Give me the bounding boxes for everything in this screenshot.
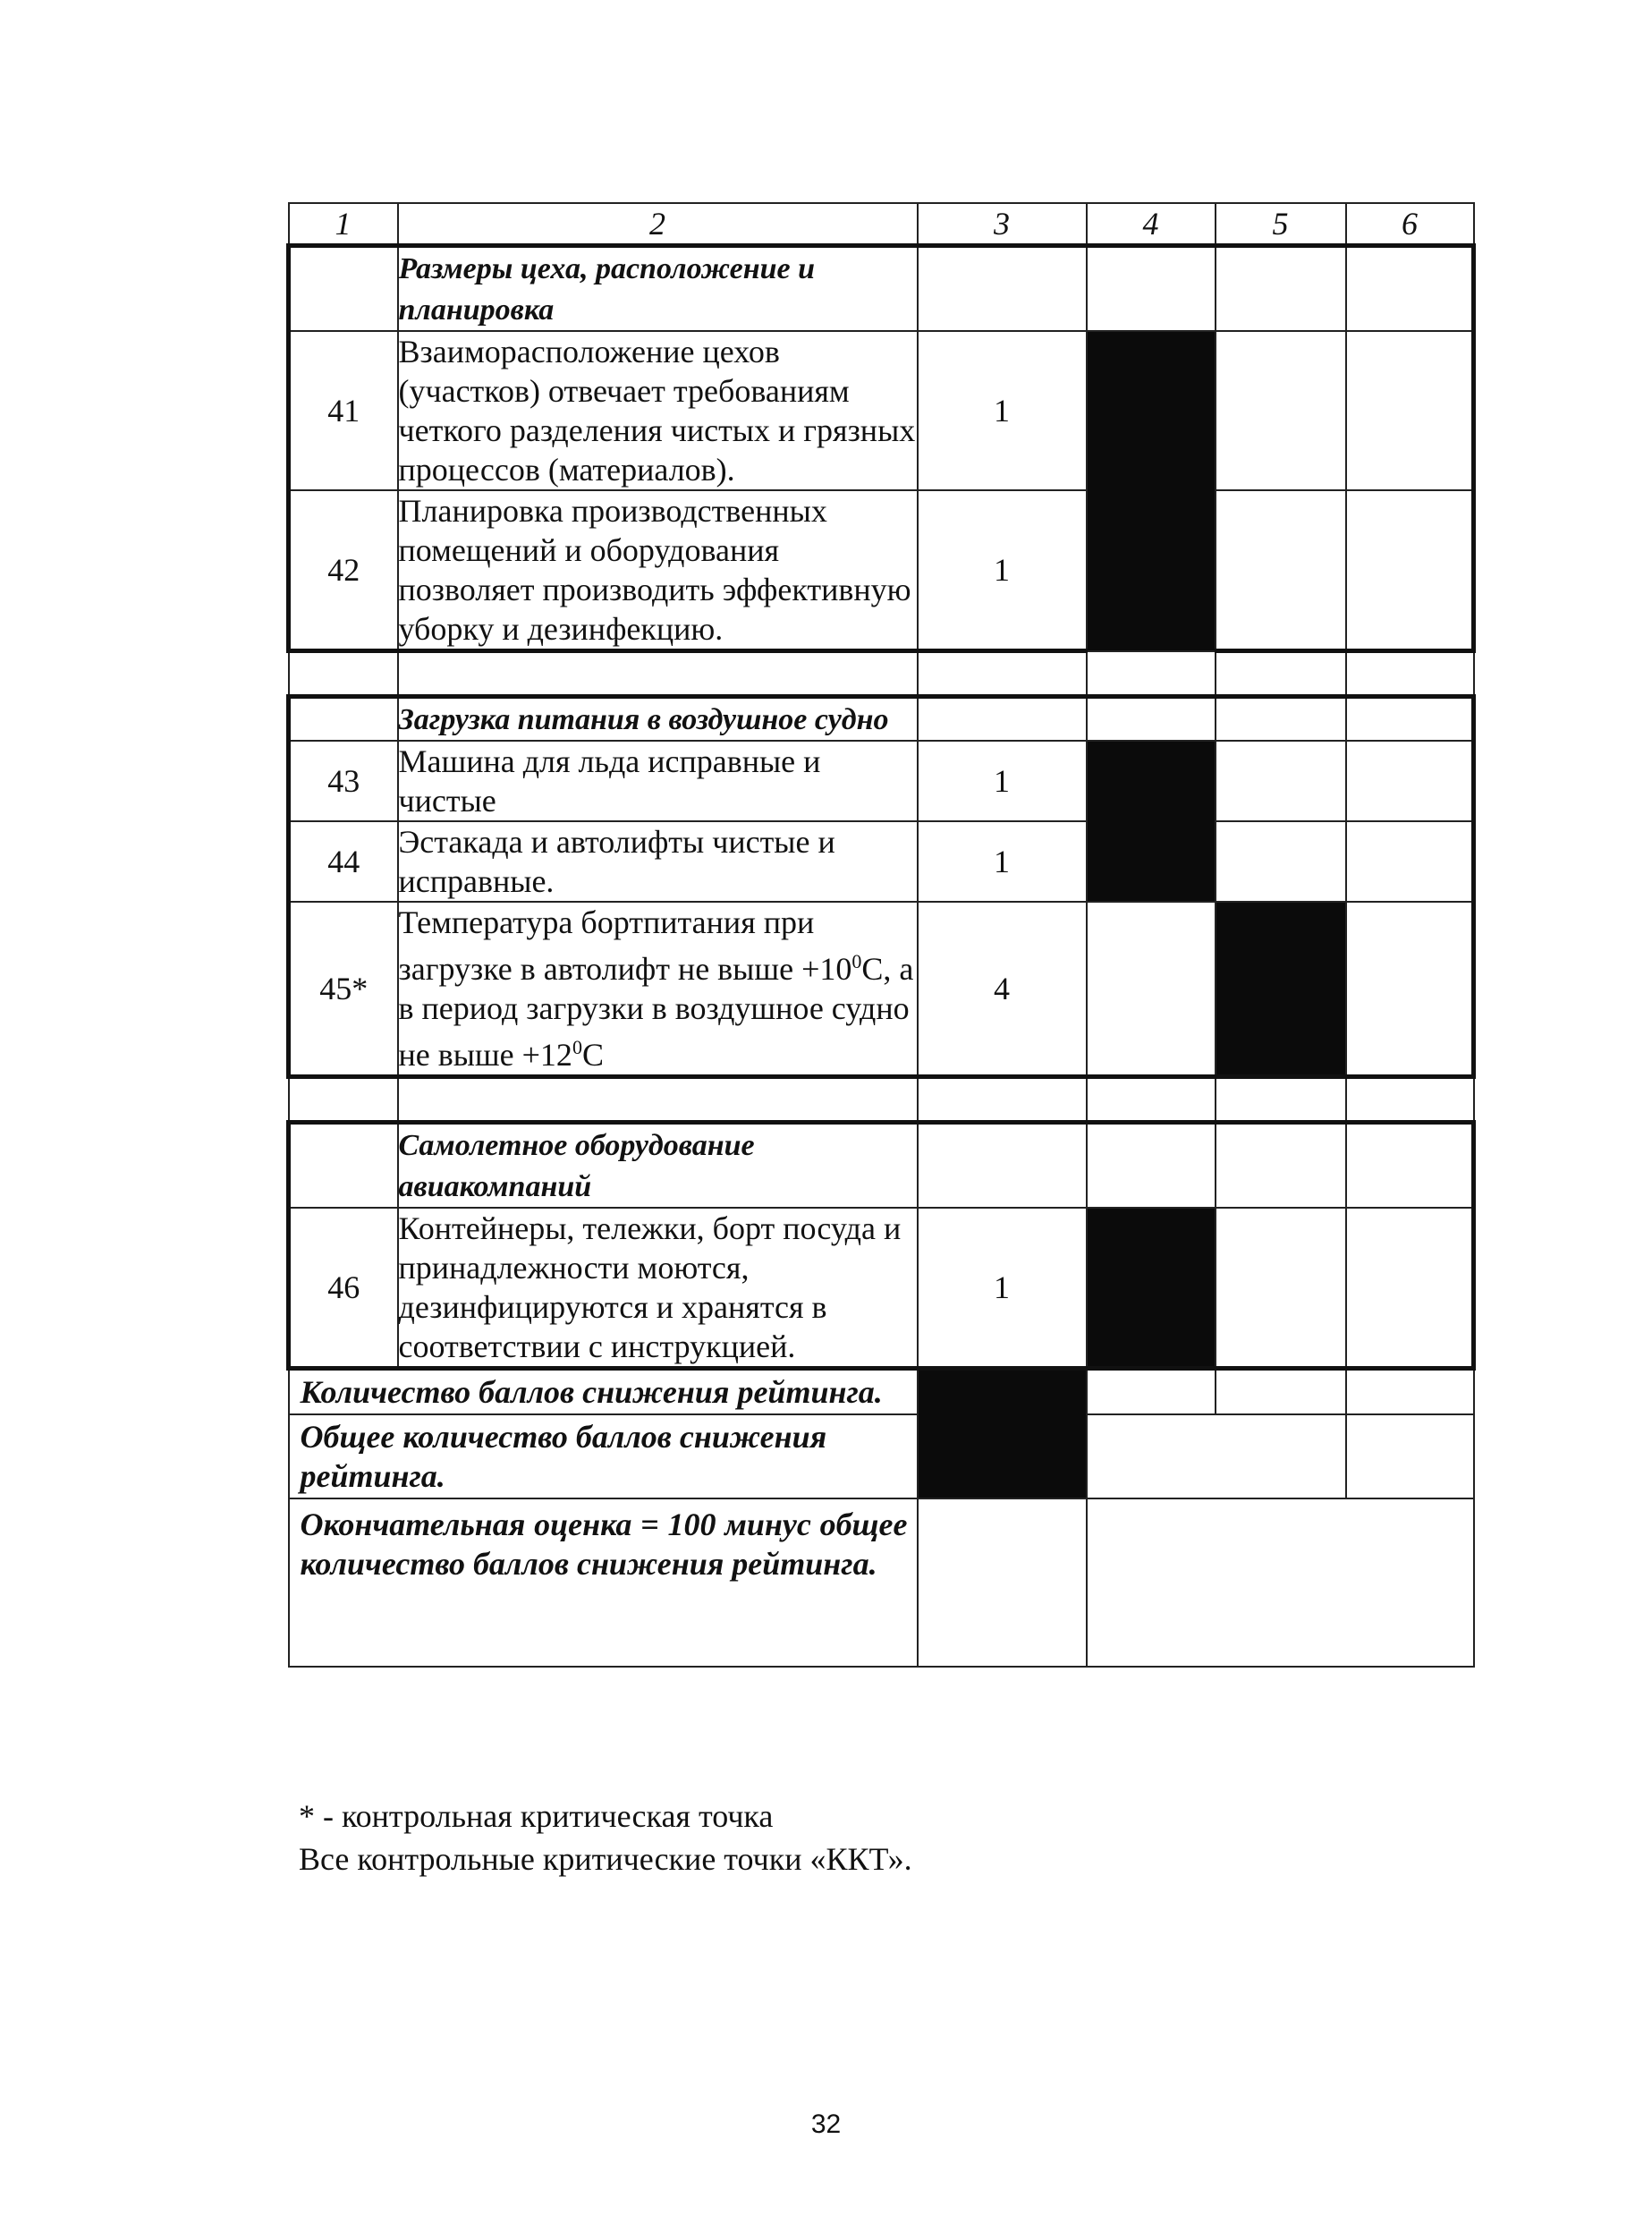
row-number: 43: [289, 741, 398, 821]
shaded-cell: [1087, 1208, 1216, 1369]
row-description-part: С, а в период загрузки в воздушное судно не выше +12: [398, 951, 914, 1073]
table-row: [289, 331, 1474, 490]
table-cell: [1346, 651, 1474, 697]
row-points: 1: [918, 741, 1087, 821]
column-header-6: 6: [1346, 203, 1474, 246]
table-cell: [1087, 1498, 1474, 1667]
table-cell: [918, 1077, 1087, 1123]
table-cell: [1216, 651, 1346, 697]
table-cell: [1087, 651, 1216, 697]
summary-row: [289, 1498, 1474, 1667]
table-cell: [1346, 697, 1474, 742]
table-cell: [918, 246, 1087, 332]
table-cell: [1216, 1208, 1346, 1369]
column-header-row: [289, 203, 1474, 246]
table-cell: [398, 1077, 918, 1123]
table-cell: [289, 651, 398, 697]
row-number: 41: [289, 331, 398, 490]
row-description: Эстакада и автолифты чистые и исправные.: [398, 821, 918, 902]
page-number: 32: [810, 2109, 842, 2139]
table-cell: [1216, 1369, 1346, 1415]
row-points: 1: [918, 490, 1087, 651]
summary-row: [289, 1369, 1474, 1415]
table-cell: [1087, 1414, 1346, 1498]
section-title-row: [289, 697, 1474, 742]
section-title-row: [289, 246, 1474, 332]
table-cell: [1346, 490, 1474, 651]
section-title-cell: [398, 246, 918, 332]
column-header-2: 2: [398, 203, 918, 246]
table-cell: [918, 697, 1087, 742]
row-number: 45*: [289, 902, 398, 1077]
table-cell: [1216, 697, 1346, 742]
degree-superscript: 0: [851, 950, 862, 972]
table-cell: [1346, 902, 1474, 1077]
shaded-cell: [1087, 741, 1216, 902]
section-title: Загрузка питания в воздушное судно: [398, 703, 889, 736]
section-title-cell: [398, 1123, 918, 1209]
table-row: [289, 821, 1474, 902]
summary-row: [289, 1414, 1474, 1498]
row-points: 1: [918, 331, 1087, 490]
row-points: 1: [918, 1208, 1087, 1369]
row-description: Машина для льда исправные и чистые: [398, 741, 918, 821]
spacer-row: [289, 651, 1474, 697]
row-description: Контейнеры, тележки, борт посуда и принадлежности моются, дезинфицируются и хранятся в соответствии с инструкцией.: [398, 1208, 918, 1369]
table-cell: [1346, 1077, 1474, 1123]
table-row: [289, 902, 1474, 1077]
table-cell: [1087, 1077, 1216, 1123]
table-cell: [1087, 246, 1216, 332]
row-points: 4: [918, 902, 1087, 1077]
row-description: [398, 902, 918, 1077]
table-cell: [1216, 1077, 1346, 1123]
table-cell: [1346, 1123, 1474, 1209]
table-row: [289, 741, 1474, 821]
rating-table: [286, 202, 1476, 1668]
column-header-3: 3: [918, 203, 1087, 246]
column-header-4: 4: [1087, 203, 1216, 246]
table-cell: [289, 246, 398, 332]
table-row: [289, 490, 1474, 651]
column-header-1: 1: [289, 203, 398, 246]
table-cell: [1346, 741, 1474, 821]
row-description-part: С: [581, 1037, 604, 1073]
section-title: Размеры цеха, расположение и планировка: [398, 252, 816, 327]
footnotes: [299, 1795, 912, 1880]
table-cell: [1087, 697, 1216, 742]
table-cell: [1346, 331, 1474, 490]
table-cell: [1087, 902, 1216, 1077]
row-description-part: Температура бортпитания при загрузке в автолифт не выше +10: [398, 904, 852, 987]
table-cell: [1216, 246, 1346, 332]
total-reduction-label: Общее количество баллов снижения рейтинга.: [289, 1414, 918, 1498]
row-number: 42: [289, 490, 398, 651]
table-cell: [1216, 490, 1346, 651]
row-points: 1: [918, 821, 1087, 902]
shaded-cell: [1087, 331, 1216, 651]
table-row: [289, 1208, 1474, 1369]
section-title-cell: [398, 697, 918, 742]
shaded-cell: [1216, 902, 1346, 1077]
rating-reduction-label: Количество баллов снижения рейтинга.: [289, 1369, 918, 1415]
table-cell: [1346, 246, 1474, 332]
table-cell: [918, 1123, 1087, 1209]
table-cell: [1346, 1208, 1474, 1369]
table-cell: [1216, 1123, 1346, 1209]
table-cell: [289, 1123, 398, 1209]
table-cell: [1216, 821, 1346, 902]
row-number: 44: [289, 821, 398, 902]
critical-points-footnote: Все контрольные критические точки «ККТ».: [299, 1841, 912, 1877]
table-cell: [398, 651, 918, 697]
row-description: Взаиморасположение цехов (участков) отвечает требованиям четкого разделения чистых и грязных процессов (материалов).: [398, 331, 918, 490]
table-cell: [1346, 1369, 1474, 1415]
row-number: 46: [289, 1208, 398, 1369]
table-cell: [1216, 331, 1346, 490]
table-cell: [918, 651, 1087, 697]
table-cell: [1346, 1414, 1474, 1498]
shaded-cell: [918, 1369, 1087, 1499]
column-header-5: 5: [1216, 203, 1346, 246]
section-title-row: [289, 1123, 1474, 1209]
final-score-label: Окончательная оценка = 100 минус общее количество баллов снижения рейтинга.: [289, 1498, 918, 1667]
table-cell: [289, 697, 398, 742]
asterisk-footnote: * - контрольная критическая точка: [299, 1798, 774, 1834]
table-cell: [1346, 821, 1474, 902]
degree-superscript: 0: [572, 1036, 582, 1058]
table-cell: [289, 1077, 398, 1123]
table-cell: [1087, 1369, 1216, 1415]
table-cell: [1216, 741, 1346, 821]
table-cell: [1087, 1123, 1216, 1209]
section-title: Самолетное оборудование авиакомпаний: [398, 1129, 755, 1203]
spacer-row: [289, 1077, 1474, 1123]
table-cell: [918, 1498, 1087, 1667]
row-description: Планировка производственных помещений и оборудования позволяет производить эффективную уборку и дезинфекцию.: [398, 490, 918, 651]
